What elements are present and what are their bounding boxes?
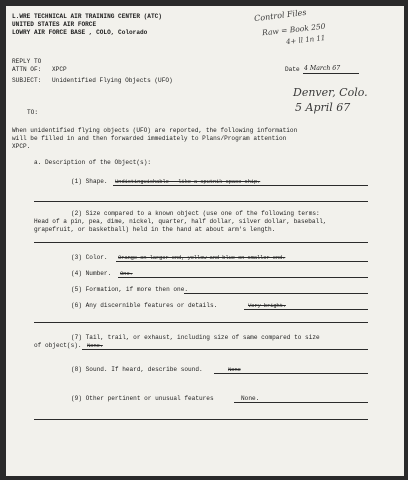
- item-2-line-3: grapefruit, or basketball) held in the hand at about arm's length.: [34, 226, 276, 233]
- item-6-label: (6) Any discernible features or details.: [71, 302, 218, 309]
- item-2-blank-line: [34, 242, 368, 243]
- attn-of-value: XPCP: [52, 66, 67, 73]
- item-9-underline: [234, 402, 368, 403]
- handwritten-note-2: Raw = Book 250: [261, 21, 326, 38]
- item-1-underline: [113, 185, 368, 186]
- header-line-2: UNITED STATES AIR FORCE: [12, 21, 97, 28]
- item-6-blank-line: [34, 322, 368, 323]
- item-6-value: Very bright.: [248, 302, 286, 309]
- item-7-line-2: of object(s).: [34, 342, 82, 349]
- handwritten-note-1: Control Files: [253, 7, 307, 24]
- item-4-value: One.: [120, 270, 133, 277]
- intro-line-2: will be filled in and then forwarded immediately to Plans/Program attention: [12, 135, 287, 142]
- item-5-underline: [184, 293, 368, 294]
- item-2-line-2: Head of a pin, pea, dime, nickel, quarter, half dollar, silver dollar, baseball,: [34, 218, 327, 225]
- date-value: 4 March 67: [304, 65, 341, 72]
- section-a-heading: a. Description of the Object(s):: [34, 159, 152, 166]
- header-line-1: L.WRE TECHNICAL AIR TRAINING CENTER (ATC): [12, 13, 162, 20]
- attn-of-label: ATTN OF:: [12, 66, 42, 73]
- item-9-blank-line: [34, 419, 368, 420]
- item-7-underline: [82, 349, 368, 350]
- intro-line-3: XPCP.: [12, 143, 31, 150]
- item-8-label: (8) Sound. If heard, describe sound.: [71, 366, 203, 373]
- intro-line-1: When unidentified flying objects (UFO) are reported, the following information: [12, 127, 298, 134]
- item-2-line-1: (2) Size compared to a known object (use one of the following terms:: [71, 210, 320, 217]
- date-underline: [303, 73, 359, 74]
- date-label: Date: [285, 66, 300, 73]
- item-7-value: None.: [87, 342, 103, 349]
- item-6-underline: [244, 309, 368, 310]
- item-1-label: (1) Shape.: [71, 178, 108, 185]
- item-3-label: (3) Color.: [71, 254, 108, 261]
- item-7-line-1: (7) Tail, trail, or exhaust, including size of same compared to size: [71, 334, 320, 341]
- item-8-value: None: [228, 366, 241, 373]
- document-page: [6, 6, 404, 476]
- handwritten-date: 5 April 67: [295, 101, 351, 114]
- item-8-underline: [214, 373, 368, 374]
- subject-label: SUBJECT:: [12, 77, 42, 84]
- item-1-blank-line: [34, 201, 368, 202]
- item-9-value: None.: [241, 395, 260, 402]
- item-1-value: Undistinguishable - like a sputnik space ship.: [115, 178, 261, 185]
- item-3-underline: [116, 261, 368, 262]
- subject-value: Unidentified Flying Objects (UFO): [52, 77, 173, 84]
- item-9-label: (9) Other pertinent or unusual features: [71, 395, 214, 402]
- to-label: TO:: [27, 109, 38, 116]
- header-line-3: LOWRY AIR FORCE BASE , COLO, Colorado: [12, 29, 148, 36]
- item-5-label: (5) Formation, if more then one.: [71, 286, 189, 293]
- item-3-value: Orange on larger end, yellow and blue on smaller end.: [118, 254, 286, 261]
- reply-to-label: REPLY TO: [12, 58, 42, 65]
- item-4-label: (4) Number.: [71, 270, 112, 277]
- handwritten-place: Denver, Colo.: [293, 86, 368, 99]
- handwritten-note-3: 4+ ll 1n 11: [285, 33, 326, 47]
- item-4-underline: [118, 277, 368, 278]
